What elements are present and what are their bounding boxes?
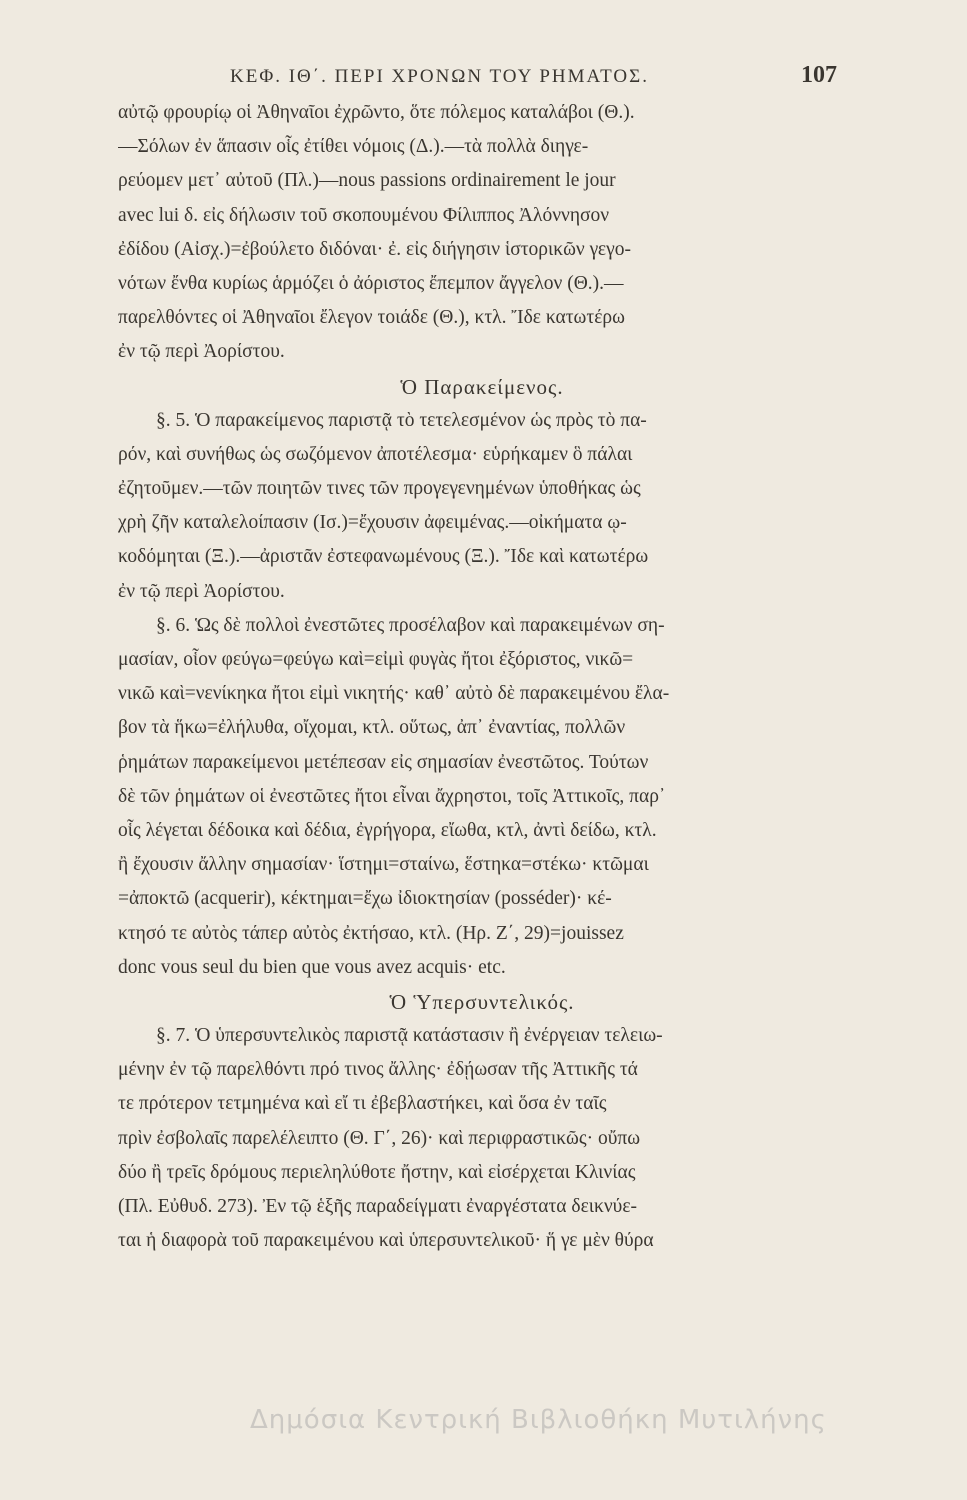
text-line: ἢ ἔχουσιν ἄλλην σημασίαν· ἵστημι=σταίνω, ἕστηκα=στέκω· κτῶμαι [118, 854, 649, 876]
text-line: κτησό τε αὐτὸς τάπερ αὐτὸς ἐκτήσαο, κτλ. (Ηρ. Ζ΄, 29)=jouissez [118, 922, 624, 944]
text-line: ται ἡ διαφορὰ τοῦ παρακειμένου καὶ ὑπερσυντελικοῦ· ἥ γε μὲν θύρα [118, 1230, 654, 1252]
text-line: μένην ἐν τῷ παρελθόντι πρό τινος ἄλλης· ἐδῄωσαν τῆς Ἀττικῆς τά [118, 1059, 638, 1081]
text-line: τε πρότερον τετμημένα καὶ εἴ τι ἐβεβλαστήκει, καὶ ὅσα ἐν ταῖς [118, 1093, 607, 1115]
text-line: νότων ἔνθα κυρίως ἁρμόζει ὁ ἀόριστος ἔπεμπον ἄγγελον (Θ.).— [118, 272, 624, 294]
text-line: ἐν τῷ περὶ Ἀορίστου. [118, 341, 285, 363]
text-line: χρὴ ζῆν καταλελοίπασιν (Ισ.)=ἔχουσιν ἀφειμένας.—οἰκήματα ῳ- [118, 512, 627, 534]
page-body [118, 96, 846, 1258]
text-line: ἐζητοῦμεν.—τῶν ποιητῶν τινες τῶν προγεγενημένων ὑποθήκας ὡς [118, 478, 641, 500]
running-title: ΚΕΦ. ΙΘ΄. ΠΕΡΙ ΧΡΟΝΩΝ ΤΟΥ ΡΗΜΑΤΟΣ. [230, 66, 649, 87]
text-line: δὲ τῶν ῥημάτων οἱ ἐνεστῶτες ἤτοι εἶναι ἄχρηστοι, τοῖς Ἀττικοῖς, παρ᾿ [118, 785, 666, 807]
text-line: (Πλ. Εὐθυδ. 273). Ἐν τῷ ἑξῆς παραδείγματι ἐναργέστατα δεικνύε- [118, 1196, 638, 1217]
text-line: πρὶν ἐσβολαῖς παρελέλειπτο (Θ. Γ΄, 26)· καὶ περιφραστικῶς· οὔπω [118, 1127, 641, 1149]
library-watermark: Δημόσια Κεντρική Βιβλιοθήκη Μυτιλήνης [250, 1405, 827, 1435]
page-number: 107 [801, 62, 837, 88]
text-line: νικῶ καὶ=νενίκηκα ἤτοι εἰμὶ νικητής· καθ᾿ αὐτὸ δὲ παρακειμένου ἔλα- [118, 683, 670, 705]
text-line: §. 5. Ὁ παρακείμενος παριστᾷ τὸ τετελεσμένον ὡς πρὸς τὸ πα- [156, 409, 647, 431]
text-line: §. 6. Ὡς δὲ πολλοὶ ἐνεστῶτες προσέλαβον καὶ παρακειμένων ση- [156, 614, 665, 636]
section-heading: Ὁ Ὑπερσυντελικός. [389, 989, 575, 1014]
text-line: donc vous seul du bien que vous avez acquis· etc. [118, 956, 506, 978]
text-line: ῥημάτων παρακείμενοι μετέπεσαν εἰς σημασίαν ἐνεστῶτος. Τούτων [118, 751, 649, 773]
text-line: ἐν τῷ περὶ Ἀορίστου. [118, 580, 285, 602]
text-line: παρελθόντες οἱ Ἀθηναῖοι ἔλεγον τοιάδε (Θ.), κτλ. Ἴδε κατωτέρω [118, 307, 625, 329]
text-line: =ἀποκτῶ (acquerir), κέκτημαι=ἔχω ἰδιοκτησίαν (posséder)· κέ- [118, 888, 612, 910]
text-line: δύο ἢ τρεῖς δρόμους περιεληλύθοτε ἤστην, καὶ εἰσέρχεται Κλινίας [118, 1161, 636, 1183]
text-line: —Σόλων ἐν ἅπασιν οἷς ἐτίθει νόμοις (Δ.).—τὰ πολλὰ διηγε- [118, 136, 589, 158]
text-line: οἷς λέγεται δέδοικα καὶ δέδια, ἐγρήγορα, εἴωθα, κτλ, ἀντὶ δείδω, κτλ. [118, 819, 657, 841]
text-line: κοδόμηται (Ξ.).—ἀριστᾶν ἐστεφανωμένους (Ξ.). Ἴδε καὶ κατωτέρω [118, 546, 649, 568]
section-heading: Ὁ Παρακείμενος. [400, 374, 564, 399]
text-line: βον τὰ ἥκω=ἐλήλυθα, οἴχομαι, κτλ. οὕτως, ἀπ᾿ ἐναντίας, πολλῶν [118, 717, 626, 739]
text-line: avec lui δ. εἰς δήλωσιν τοῦ σκοπουμένου Φίλιππος Ἀλόννησον [118, 204, 610, 226]
text-line: ρόν, καὶ συνήθως ὡς σωζόμενον ἀποτέλεσμα· εὑρήκαμεν ὃ πάλαι [118, 443, 633, 465]
text-line: αὐτῷ φρουρίῳ οἱ Ἀθηναῖοι ἐχρῶντο, ὅτε πόλεμος καταλάβοι (Θ.). [118, 102, 635, 123]
text-line: μασίαν, οἷον φεύγω=φεύγω καὶ=εἰμὶ φυγὰς ἤτοι ἐξόριστος, νικῶ= [118, 649, 634, 670]
text-line: ἐδίδου (Αἰσχ.)=ἐβούλετο διδόναι· ἐ. εἰς διήγησιν ἱστορικῶν γεγο- [118, 238, 631, 260]
text-line: ρεύομεν μετ᾿ αὐτοῦ (Πλ.)—nous passions ordinairement le jour [118, 170, 616, 192]
text-line: §. 7. Ὁ ὑπερσυντελικὸς παριστᾷ κατάστασιν ἢ ἐνέργειαν τελειω- [156, 1025, 663, 1047]
